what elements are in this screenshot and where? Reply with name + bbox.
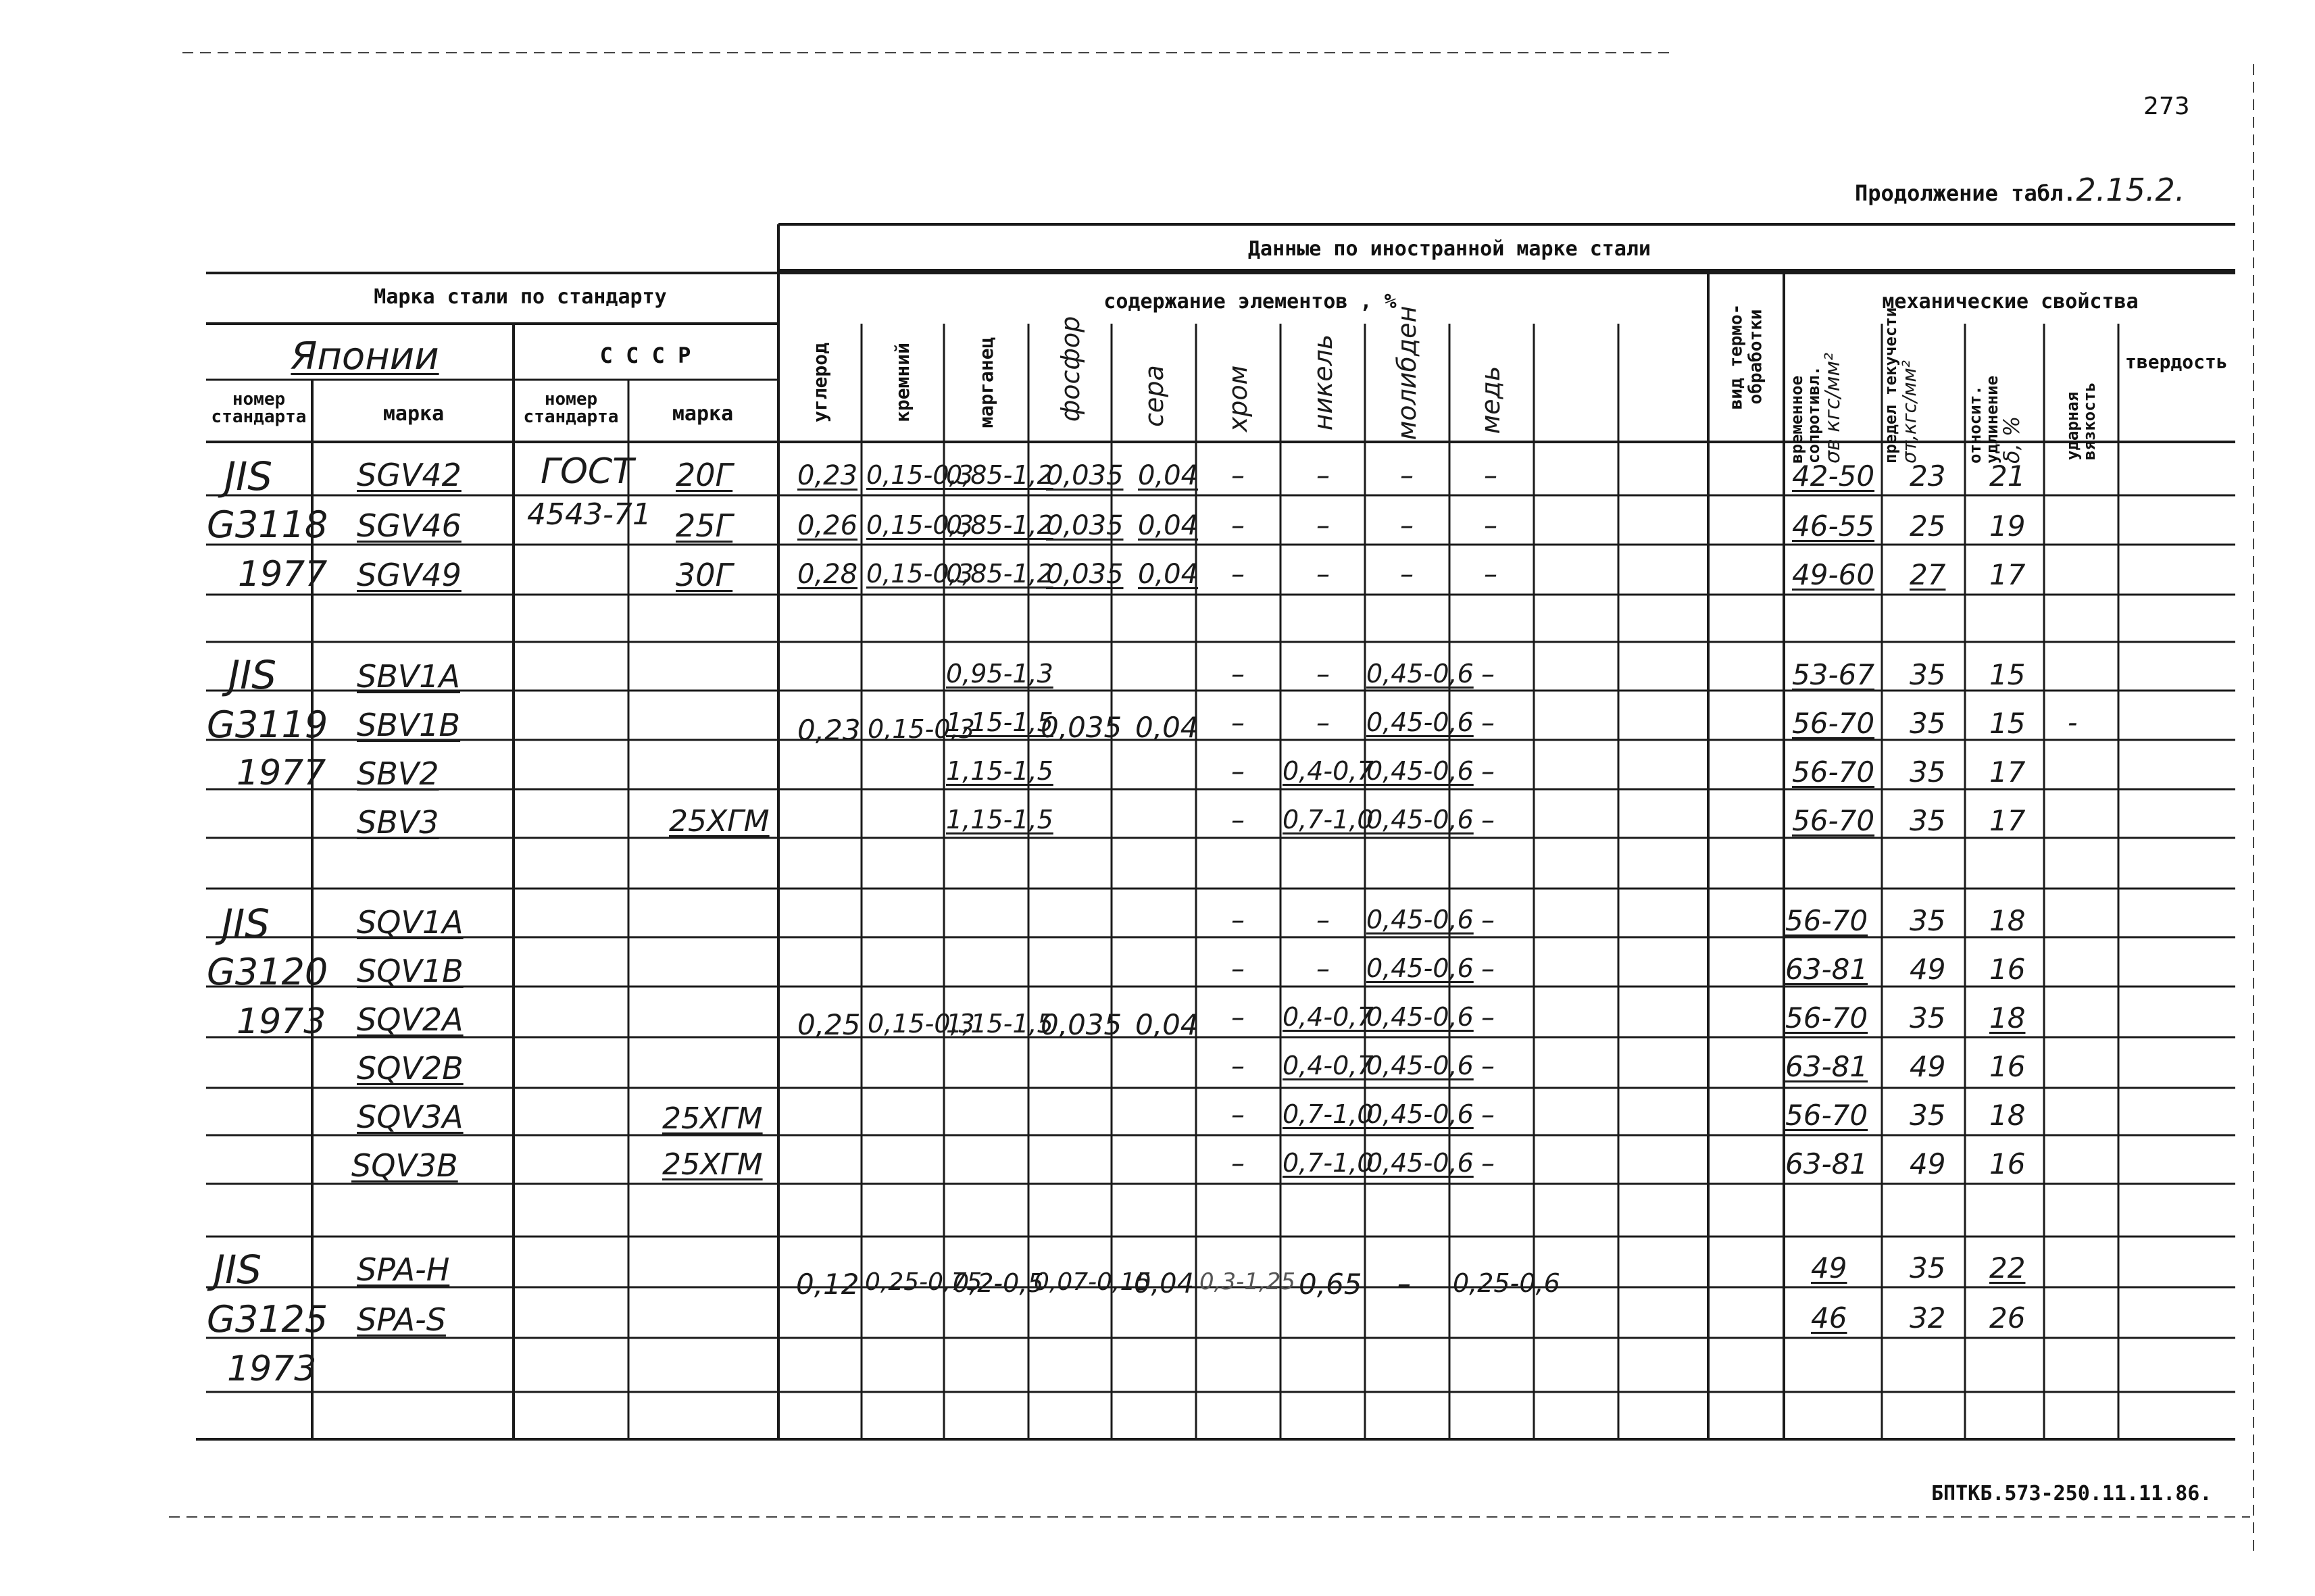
standard-year: 1973 xyxy=(237,1001,326,1042)
grade-cell: SPA-S xyxy=(357,1301,446,1338)
phosphorus-cell: 0,035 xyxy=(1046,559,1124,590)
chromium-cell: – xyxy=(1231,805,1245,836)
chromium-cell: – xyxy=(1231,1051,1245,1082)
chromium-cell: – xyxy=(1231,1002,1245,1033)
tensile-cell: 49 xyxy=(1811,1251,1847,1285)
molybdenum-cell: 0,45-0,6 xyxy=(1366,1002,1474,1032)
ussr-grade-cell: 25Г xyxy=(676,507,733,544)
molybdenum-cell: 0,45-0,6 xyxy=(1366,707,1474,737)
silicon-cell: 0,15-0,3 xyxy=(866,510,974,540)
copper-cell: – xyxy=(1481,756,1495,787)
standard-jis: JIS xyxy=(222,901,270,947)
tensile-cell: 63-81 xyxy=(1785,1050,1868,1083)
molybdenum-cell: 0,45-0,6 xyxy=(1366,659,1474,689)
ussr-grade-cell: 25ХГМ xyxy=(662,1147,763,1182)
grade-cell: SQV3A xyxy=(357,1099,464,1135)
standard-year: 1977 xyxy=(238,554,328,595)
molybdenum-cell: 0,45-0,6 xyxy=(1366,953,1474,983)
nickel-cell: – xyxy=(1316,659,1330,690)
silicon-header: кремний xyxy=(891,342,914,423)
nickel-cell: – xyxy=(1316,953,1330,984)
shared-silicon: 0,15-0,3 xyxy=(868,1009,975,1039)
manganese-cell: 0,85-1,2 xyxy=(946,460,1053,490)
molybdenum-cell: – xyxy=(1400,460,1414,491)
japan-grade-header: марка xyxy=(382,402,445,426)
chromium-cell: – xyxy=(1231,756,1245,787)
ussr-grade-cell: 30Г xyxy=(676,557,733,593)
japan-header: Японии xyxy=(291,334,439,378)
nickel-cell: 0,4-0,7 xyxy=(1283,1002,1374,1032)
chromium-cell: – xyxy=(1231,559,1245,590)
copper-cell: – xyxy=(1481,707,1495,739)
standard-jis: JIS xyxy=(228,652,277,698)
impact-strength-header: ударная вязкость xyxy=(2062,382,2099,460)
manganese-cell: 0,95-1,3 xyxy=(946,659,1053,689)
elongation-cell: 16 xyxy=(1989,953,2026,986)
nickel-cell: 0,7-1,0 xyxy=(1283,805,1374,834)
grade-cell: SPA-H xyxy=(357,1251,450,1288)
yield-cell: 35 xyxy=(1910,904,1946,937)
phosphorus-cell: 0,035 xyxy=(1046,510,1124,541)
hardness-header: твердость xyxy=(2125,351,2228,373)
carbon-cell: 0,28 xyxy=(797,559,858,590)
tensile-strength-label: временное сопротивл. xyxy=(1787,366,1824,464)
chromium-cell: – xyxy=(1231,460,1245,491)
nickel-cell: 0,7-1,0 xyxy=(1283,1148,1374,1178)
yield-strength-unit: σт,кгс/мм² xyxy=(1898,360,1921,464)
elongation-header xyxy=(1967,301,2041,464)
copper-cell: – xyxy=(1481,1099,1495,1130)
grade-cell: SBV2 xyxy=(357,755,439,792)
tensile-cell: 63-81 xyxy=(1785,1147,1868,1180)
chromium-cell: – xyxy=(1231,953,1245,984)
elongation-cell: 18 xyxy=(1989,904,2026,937)
standard-jis: JIS xyxy=(214,1247,262,1293)
tensile-cell: 56-70 xyxy=(1785,904,1868,937)
manganese-header: марганец xyxy=(975,336,997,428)
tensile-cell: 49-60 xyxy=(1792,558,1875,591)
copper-cell: – xyxy=(1481,905,1495,936)
nickel-cell: – xyxy=(1316,559,1330,590)
molybdenum-cell: – xyxy=(1400,559,1414,590)
shared-manganese: 1,15-1,5 xyxy=(946,1009,1053,1039)
yield-cell: 35 xyxy=(1910,755,1946,789)
shared-copper: 0,25-0,6 xyxy=(1453,1268,1560,1298)
shared-molybdenum: – xyxy=(1397,1268,1411,1299)
shared-carbon: 0,12 xyxy=(796,1268,860,1301)
yield-cell: 49 xyxy=(1910,1050,1946,1083)
silicon-cell: 0,15-0,3 xyxy=(866,460,974,490)
yield-cell: 35 xyxy=(1910,1251,1946,1285)
nickel-cell: 0,4-0,7 xyxy=(1283,1051,1374,1080)
elongation-cell: 18 xyxy=(1989,1099,2026,1132)
ussr-grade-header: марка xyxy=(672,402,734,426)
molybdenum-cell: – xyxy=(1400,510,1414,541)
elongation-cell: 17 xyxy=(1989,558,2026,591)
chromium-cell: – xyxy=(1231,1099,1245,1130)
japan-std-number-header: номер стандарта xyxy=(211,389,307,427)
carbon-header: углерод xyxy=(809,342,831,423)
yield-cell: 35 xyxy=(1910,707,1946,740)
silicon-cell: 0,15-0,3 xyxy=(866,559,974,589)
nickel-cell: – xyxy=(1316,510,1330,541)
molybdenum-cell: 0,45-0,6 xyxy=(1366,756,1474,786)
manganese-cell: 1,15-1,5 xyxy=(946,756,1053,786)
gost-number: 4543-71 xyxy=(527,497,651,532)
copper-cell: – xyxy=(1484,460,1497,491)
standard-number: G3125 xyxy=(207,1298,328,1341)
foreign-data-header: Данные по иностранной марке стали xyxy=(1247,237,1651,261)
grade-cell: SGV49 xyxy=(357,557,462,593)
molybdenum-cell: 0,45-0,6 xyxy=(1366,805,1474,834)
grade-cell: SQV2B xyxy=(357,1050,464,1087)
elongation-cell: 17 xyxy=(1989,804,2026,837)
yield-cell: 49 xyxy=(1910,1147,1946,1180)
copper-cell: – xyxy=(1484,510,1497,541)
grade-cell: SQV2A xyxy=(357,1001,464,1038)
tensile-strength-unit: σв кгс/мм² xyxy=(1821,352,1845,464)
standard-number: G3119 xyxy=(207,703,328,746)
manganese-cell: 1,15-1,5 xyxy=(946,707,1053,737)
sulfur-header: сера xyxy=(1139,365,1169,427)
tensile-cell: 56-70 xyxy=(1792,804,1875,837)
tensile-cell: 46 xyxy=(1811,1301,1847,1335)
elongation-cell: 22 xyxy=(1989,1251,2026,1285)
manganese-cell: 0,85-1,2 xyxy=(946,559,1053,589)
elongation-cell: 15 xyxy=(1989,658,2026,691)
carbon-cell: 0,26 xyxy=(797,510,858,541)
chromium-cell: – xyxy=(1231,905,1245,936)
elongation-cell: 18 xyxy=(1989,1001,2026,1034)
chromium-cell: – xyxy=(1231,659,1245,690)
gost-label: ГОСТ xyxy=(541,451,634,492)
yield-cell: 35 xyxy=(1910,1001,1946,1034)
page-number: 273 xyxy=(2143,93,2190,120)
yield-cell: 35 xyxy=(1910,658,1946,691)
table-continuation xyxy=(1855,172,2185,208)
nickel-cell: – xyxy=(1316,707,1330,739)
copper-cell: – xyxy=(1481,659,1495,690)
standard-number: G3118 xyxy=(207,503,328,546)
shared-silicon: 0,25-0,75 xyxy=(865,1268,982,1296)
elongation-label: относит. удлинение xyxy=(1966,375,2002,464)
yield-cell: 25 xyxy=(1910,509,1946,543)
molybdenum-cell: 0,45-0,6 xyxy=(1366,1099,1474,1129)
elongation-cell: 17 xyxy=(1989,755,2026,789)
standard-number: G3120 xyxy=(207,951,328,993)
elongation-cell: 16 xyxy=(1989,1147,2026,1180)
yield-strength-label: предел текучести xyxy=(1881,307,1900,464)
tensile-cell: 56-70 xyxy=(1792,755,1875,789)
steel-grade-by-standard-header: Марка стали по стандарту xyxy=(374,285,667,309)
yield-cell: 27 xyxy=(1910,558,1946,591)
elongation-cell: 26 xyxy=(1989,1301,2026,1335)
heat-treatment-header: вид термо-обработки xyxy=(1726,303,1766,410)
chromium-cell: – xyxy=(1231,510,1245,541)
continuation-prefix: Продолжение табл. xyxy=(1855,180,2076,206)
shared-sulfur: 0,04 xyxy=(1134,1268,1195,1299)
copper-cell: – xyxy=(1481,1051,1495,1082)
shared-sulfur: 0,04 xyxy=(1135,1008,1199,1041)
elongation-unit: δ, % xyxy=(1999,416,2025,464)
continuation-ref: 2.15.2. xyxy=(2076,172,2185,208)
shared-phosphorus: 0,035 xyxy=(1041,1008,1122,1041)
carbon-cell: 0,23 xyxy=(797,460,858,491)
shared-silicon: 0,15-0,3 xyxy=(868,714,975,744)
shared-chromium: 0,3-1,25 xyxy=(1199,1268,1296,1295)
yield-strength-header xyxy=(1883,301,1964,464)
impact-cell: - xyxy=(2068,707,2078,739)
grade-cell: SQV3B xyxy=(351,1147,458,1184)
nickel-header: никель xyxy=(1308,334,1338,431)
chromium-header: хром xyxy=(1223,365,1253,432)
copper-header: медь xyxy=(1476,366,1505,434)
grade-cell: SQV1A xyxy=(357,904,464,941)
manganese-cell: 1,15-1,5 xyxy=(946,805,1053,834)
molybdenum-header: молибден xyxy=(1392,305,1422,441)
ussr-grade-cell: 25ХГМ xyxy=(669,804,770,839)
elongation-cell: 19 xyxy=(1989,509,2026,543)
shared-carbon: 0,23 xyxy=(797,714,861,747)
nickel-cell: – xyxy=(1316,460,1330,491)
tensile-cell: 63-81 xyxy=(1785,953,1868,986)
grade-cell: SGV46 xyxy=(357,507,462,544)
copper-cell: – xyxy=(1481,1148,1495,1179)
elongation-cell: 16 xyxy=(1989,1050,2026,1083)
tensile-cell: 46-55 xyxy=(1792,509,1875,543)
ussr-header: С С С Р xyxy=(599,343,691,368)
elongation-cell: 15 xyxy=(1989,707,2026,740)
elongation-cell: 21 xyxy=(1989,459,2026,493)
tensile-cell: 56-70 xyxy=(1785,1001,1868,1034)
mechanical-properties-header: механические свойства xyxy=(1882,290,2139,314)
manganese-cell: 0,85-1,2 xyxy=(946,510,1053,540)
sulfur-cell: 0,04 xyxy=(1138,460,1199,491)
phosphorus-cell: 0,035 xyxy=(1046,460,1124,491)
standard-year: 1973 xyxy=(227,1349,317,1389)
phosphorus-header: фосфор xyxy=(1055,316,1085,422)
grade-cell: SBV1B xyxy=(357,707,461,743)
grade-cell: SGV42 xyxy=(357,457,462,493)
copper-cell: – xyxy=(1481,805,1495,836)
grade-cell: SQV1B xyxy=(357,953,464,989)
shared-sulfur: 0,04 xyxy=(1135,711,1199,744)
tensile-cell: 42-50 xyxy=(1792,459,1875,493)
sulfur-cell: 0,04 xyxy=(1138,510,1199,541)
element-content-header: содержание элементов , % xyxy=(1103,290,1397,314)
sulfur-cell: 0,04 xyxy=(1138,559,1199,590)
copper-cell: – xyxy=(1481,953,1495,984)
standard-year: 1977 xyxy=(237,753,326,793)
standard-jis: JIS xyxy=(224,453,273,499)
copper-cell: – xyxy=(1484,559,1497,590)
ussr-grade-cell: 25ХГМ xyxy=(662,1101,763,1136)
shared-nickel: 0,65 xyxy=(1299,1268,1362,1301)
molybdenum-cell: 0,45-0,6 xyxy=(1366,905,1474,934)
nickel-cell: 0,7-1,0 xyxy=(1283,1099,1374,1129)
yield-cell: 23 xyxy=(1910,459,1946,493)
molybdenum-cell: 0,45-0,6 xyxy=(1366,1051,1474,1080)
shared-manganese: 0,2-0,5 xyxy=(953,1268,1044,1298)
tensile-cell: 56-70 xyxy=(1785,1099,1868,1132)
molybdenum-cell: 0,45-0,6 xyxy=(1366,1148,1474,1178)
grade-cell: SBV3 xyxy=(357,804,439,841)
nickel-cell: – xyxy=(1316,905,1330,936)
yield-cell: 35 xyxy=(1910,804,1946,837)
shared-phosphorus: 0,035 xyxy=(1041,711,1122,744)
chromium-cell: – xyxy=(1231,1148,1245,1179)
shared-phosphorus: 0,07-0,15 xyxy=(1034,1268,1151,1296)
ussr-std-number-header: номер стандарта xyxy=(523,389,619,427)
copper-cell: – xyxy=(1481,1002,1495,1033)
ussr-grade-cell: 20Г xyxy=(676,457,733,493)
yield-cell: 35 xyxy=(1910,1099,1946,1132)
document-code: БПТКБ.573-250.11.11.86. xyxy=(1931,1482,2212,1505)
chromium-cell: – xyxy=(1231,707,1245,739)
tensile-strength-header xyxy=(1789,301,1876,464)
tensile-cell: 56-70 xyxy=(1792,707,1875,740)
tensile-cell: 53-67 xyxy=(1792,658,1875,691)
yield-cell: 49 xyxy=(1910,953,1946,986)
grade-cell: SBV1A xyxy=(357,658,460,695)
shared-carbon: 0,25 xyxy=(797,1008,861,1041)
nickel-cell: 0,4-0,7 xyxy=(1283,756,1374,786)
yield-cell: 32 xyxy=(1910,1301,1946,1335)
